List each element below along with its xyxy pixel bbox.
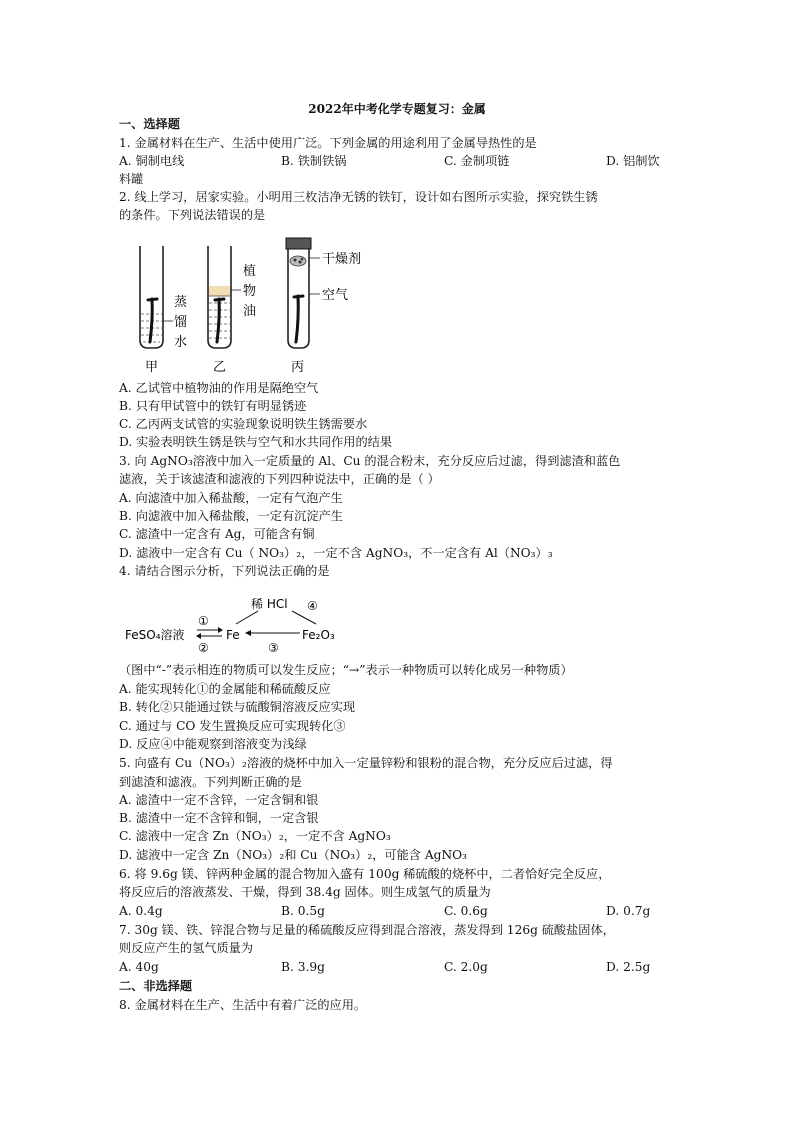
- tube-jia: [140, 246, 163, 348]
- q7-stem-line1: 7. 30g 镁、铁、锌混合物与足量的稀硫酸反应得到混合溶液，蒸发得到 126g 硫酸盐固体，: [119, 923, 615, 937]
- q2-option-d: D. 实验表明铁生锈是铁与空气和水共同作用的结果: [119, 435, 393, 449]
- q2-option-c: C. 乙丙两支试管的实验现象说明铁生锈需要水: [119, 417, 368, 431]
- section-nonchoice-heading: 二、非选择题: [119, 979, 193, 993]
- page-title: 2022年中考化学专题复习：金属: [308, 102, 486, 116]
- q4-stem: 4. 请结合图示分析，下列说法正确的是: [119, 564, 330, 578]
- q3-option-c: C. 滤渣中一定含有 Ag，可能含有铜: [119, 527, 315, 541]
- q7-option-d: D. 2.5g: [606, 960, 651, 974]
- node-fe2o3: Fe₂O₃: [302, 628, 335, 642]
- q1-option-d: D. 铝制饮: [606, 154, 660, 168]
- q6-stem-line2: 将反应后的溶液蒸发、干燥，得到 38.4g 固体。则生成氢气的质量为: [119, 885, 491, 899]
- q8-stem: 8. 金属材料在生产、生活中有着广泛的应用。: [119, 998, 367, 1012]
- section-choice-heading: 一、选择题: [119, 117, 180, 131]
- q7-option-b: B. 3.9g: [281, 960, 325, 974]
- q4-option-b: B. 转化②只能通过铁与硫酸铜溶液反应实现: [119, 700, 356, 714]
- q5-option-a: A. 滤渣中一定不含锌，一定含铜和银: [119, 793, 319, 807]
- q2-option-b: B. 只有甲试管中的铁钉有明显锈迹: [119, 399, 307, 413]
- node-dilute-hcl: 稀 HCl: [251, 597, 288, 611]
- label-desiccant: 干燥剂: [322, 252, 362, 267]
- label-oil-2: 物: [243, 284, 257, 299]
- q5-option-c: C. 滤液中一定含 Zn（NO₃）₂，一定不含 AgNO₃: [119, 829, 391, 843]
- q1-option-a: A. 铜制电线: [119, 154, 185, 168]
- q5-option-b: B. 滤渣中一定不含锌和铜，一定含银: [119, 811, 319, 825]
- q6-option-c: C. 0.6g: [444, 904, 488, 918]
- q3-stem-line2: 滤液，关于该滤渣和滤液的下列四种说法中，正确的是（ ）: [119, 472, 440, 486]
- q7-option-a: A. 40g: [119, 960, 159, 974]
- tube-bing: [286, 238, 311, 348]
- q1-option-b: B. 铁制铁锅: [281, 154, 347, 168]
- q5-option-d: D. 滤液中一定含 Zn（NO₃）₂和 Cu（NO₃）₂，可能含 AgNO₃: [119, 848, 468, 862]
- link-fe-hcl: [236, 611, 258, 624]
- tube-label-bing: 丙: [291, 360, 305, 375]
- q6-option-b: B. 0.5g: [281, 904, 325, 918]
- q6-option-a: A. 0.4g: [119, 904, 163, 918]
- tube-label-yi: 乙: [213, 360, 227, 375]
- q3-option-d: D. 滤液中一定含有 Cu（ NO₃）₂，一定不含 AgNO₃，不一定含有 Al（NO₃）₃: [119, 546, 553, 560]
- label-water-2: 馏: [174, 315, 188, 330]
- q4-option-c: C. 通过与 CO 发生置换反应可实现转化③: [119, 719, 346, 733]
- tube-yi: [208, 246, 231, 348]
- q5-stem-line2: 到滤渣和滤液。下列判断正确的是: [119, 775, 302, 789]
- q6-option-d: D. 0.7g: [606, 904, 651, 918]
- label-air: 空气: [322, 288, 349, 303]
- tube-label-jia: 甲: [145, 360, 159, 375]
- label-2: ②: [198, 641, 209, 655]
- q2-stem-line1: 2. 线上学习，居家实验。小明用三枚洁净无锈的铁钉，设计如右图所示实验，探究铁生锈: [119, 190, 598, 204]
- label-4: ④: [307, 599, 318, 613]
- q4-note: （图中“-”表示相连的物质可以发生反应；“→”表示一种物质可以转化成另一种物质）: [119, 663, 573, 677]
- q4-option-d: D. 反应④中能观察到溶液变为浅绿: [119, 737, 307, 751]
- label-water-3: 水: [174, 335, 188, 350]
- q2-stem-line2: 的条件。下列说法错误的是: [119, 208, 266, 222]
- label-1: ①: [198, 614, 209, 628]
- q7-option-c: C. 2.0g: [444, 960, 488, 974]
- q3-stem-line1: 3. 向 AgNO₃溶液中加入一定质量的 Al、Cu 的混合粉末，充分反应后过滤，得到滤渣和蓝色: [119, 454, 621, 468]
- q1-option-d-continued: 料罐: [119, 172, 144, 186]
- reaction-diagram: [125, 596, 335, 655]
- q3-option-b: B. 向滤液中加入稀盐酸，一定有沉淀产生: [119, 509, 343, 523]
- q6-stem-line1: 6. 将 9.6g 镁、锌两种金属的混合物加入盛有 100g 稀硫酸的烧杯中，二者恰好完全反应，: [119, 867, 611, 881]
- label-water-1: 蒸: [174, 295, 188, 310]
- node-feso4-solution: FeSO₄溶液: [125, 628, 185, 642]
- q3-option-a: A. 向滤渣中加入稀盐酸，一定有气泡产生: [119, 491, 343, 505]
- q1-option-c: C. 金制项链: [444, 154, 510, 168]
- q5-stem-line1: 5. 向盛有 Cu（NO₃）₂溶液的烧杯中加入一定量锌粉和银粉的混合物，充分反应后过滤，得: [119, 756, 613, 770]
- label-oil-1: 植: [243, 264, 257, 279]
- q4-option-a: A. 能实现转化①的金属能和稀硫酸反应: [119, 682, 331, 696]
- q1-stem: 1. 金属材料在生产、生活中使用广泛。下列金属的用途利用了金属导热性的是: [119, 136, 537, 150]
- label-3: ③: [268, 641, 279, 655]
- node-fe: Fe: [226, 628, 240, 642]
- label-oil-3: 油: [243, 304, 257, 319]
- q2-option-a: A. 乙试管中植物油的作用是隔绝空气: [119, 381, 319, 395]
- q7-stem-line2: 则反应产生的氢气质量为: [119, 941, 254, 955]
